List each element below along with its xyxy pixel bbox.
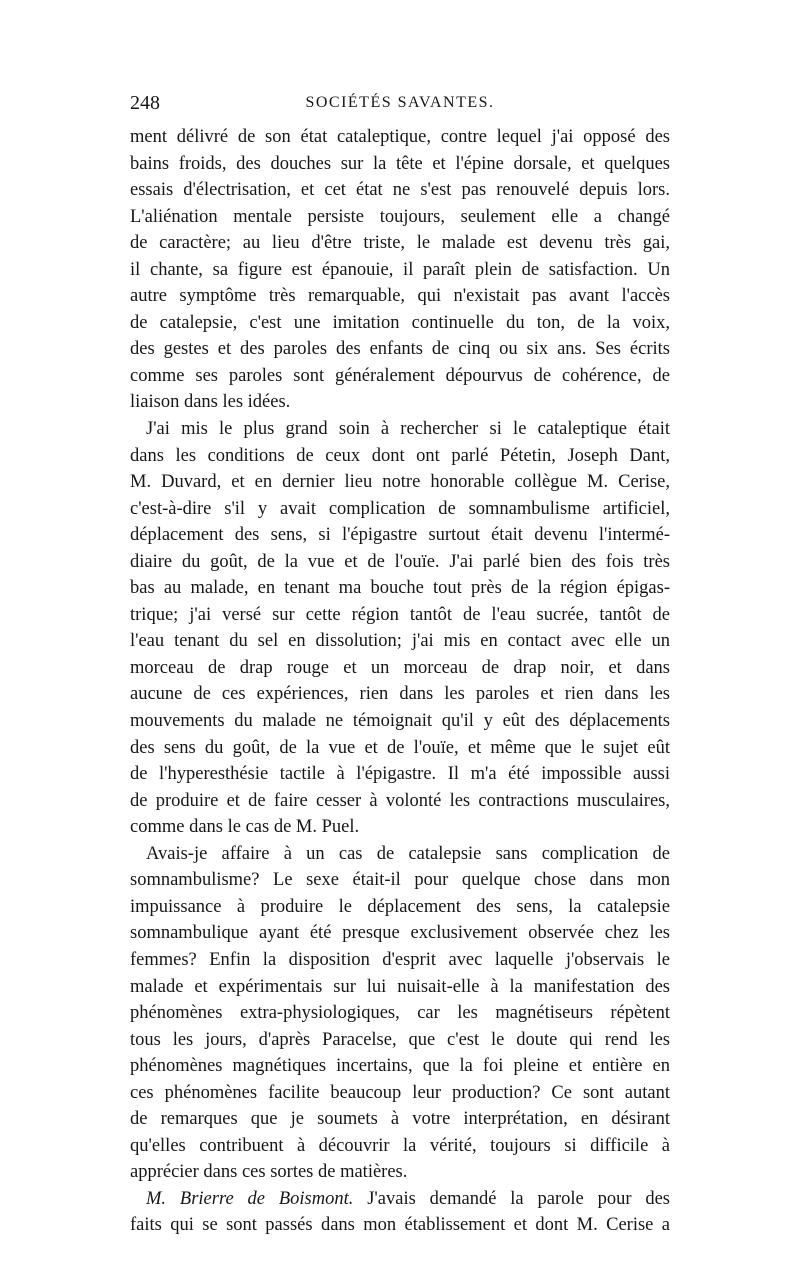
text-line: l'eau tenant du sel en dissolution; j'ai mis en contact avec elle un — [130, 631, 670, 652]
paragraph — [130, 416, 670, 841]
book-page — [130, 90, 670, 1239]
text-line: Avais-je affaire à un cas de catalepsie sans complication de — [146, 843, 670, 864]
text-line: mouvements du malade ne témoignait qu'il y eût des déplacements — [130, 711, 670, 732]
text-line: déplacement des sens, si l'épigastre surtout était devenu l'intermé- — [130, 525, 670, 546]
paragraph — [130, 124, 670, 416]
running-title: SOCIÉTÉS SAVANTES. — [305, 94, 495, 111]
text-line: autre symptôme très remarquable, qui n'existait pas avant l'accès — [130, 286, 670, 307]
text-line: de caractère; au lieu d'être triste, le malade est devenu très gai, — [130, 233, 670, 254]
page-number: 248 — [130, 92, 160, 114]
text-line: aucune de ces expériences, rien dans les paroles et rien dans les — [130, 684, 670, 705]
text-line: comme ses paroles sont généralement dépourvus de cohérence, de — [130, 365, 670, 386]
text-line: trique; j'ai versé sur cette région tantôt de l'eau sucrée, tantôt de — [130, 604, 670, 625]
text-line: des gestes et des paroles des enfants de cinq ou six ans. Ses écrits — [130, 339, 670, 360]
text-line: bas au malade, en tenant ma bouche tout près de la région épigas- — [130, 578, 670, 599]
text-line: impuissance à produire le déplacement des sens, la catalepsie — [130, 896, 670, 917]
text-line: malade et expérimentais sur lui nuisait-elle à la manifestation des — [130, 976, 670, 997]
text-line: bains froids, des douches sur la tête et l'épine dorsale, et quelques — [130, 153, 670, 174]
text-line: somnambulisme? Le sexe était-il pour quelque chose dans mon — [130, 870, 670, 891]
paragraph — [130, 841, 670, 1186]
text-line: liaison dans les idées. — [130, 392, 291, 413]
text-line: morceau de drap rouge et un morceau de drap noir, et dans — [130, 657, 670, 678]
text-line: qu'elles contribuent à découvrir la vérité, toujours si difficile à — [130, 1135, 670, 1156]
text-line: faits qui se sont passés dans mon établissement et dont M. Cerise a — [130, 1215, 670, 1236]
text-line: il chante, sa figure est épanouie, il paraît plein de satisfaction. Un — [130, 259, 670, 280]
text-line: c'est-à-dire s'il y avait complication de somnambulisme artificiel, — [130, 498, 670, 519]
text-line: de catalepsie, c'est une imitation continuelle du ton, de la voix, — [130, 312, 670, 333]
text-line: de remarques que je soumets à votre interprétation, en désirant — [130, 1109, 670, 1130]
text-line: diaire du goût, de la vue et de l'ouïe. J'ai parlé bien des fois très — [130, 551, 670, 572]
text-line: M. Duvard, et en dernier lieu notre honorable collègue M. Cerise, — [130, 472, 670, 493]
text-line: tous les jours, d'après Paracelse, que c'est le doute qui rend les — [130, 1029, 670, 1050]
text-line: L'aliénation mentale persiste toujours, seulement elle a changé — [130, 206, 670, 227]
text-line: comme dans le cas de M. Puel. — [130, 817, 360, 838]
text-line: dans les conditions de ceux dont ont parlé Pétetin, Joseph Dant, — [130, 445, 670, 466]
text-line: essais d'électrisation, et cet état ne s'est pas renouvelé depuis lors. — [130, 180, 670, 201]
text-line: somnambulique ayant été presque exclusivement observée chez les — [130, 923, 670, 944]
speaker-name: M. Brierre de Boismont. — [146, 1188, 354, 1209]
text-line: ces phénomènes facilite beaucoup leur production? Ce sont autant — [130, 1082, 670, 1103]
text-line: femmes? Enfin la disposition d'esprit avec laquelle j'observais le — [130, 949, 670, 970]
text-line: phénomènes magnétiques incertains, que la foi pleine et entière en — [130, 1056, 670, 1077]
text-line: des sens du goût, de la vue et de l'ouïe, et même que le sujet eût — [130, 737, 670, 758]
text-line: J'ai mis le plus grand soin à rechercher si le cataleptique était — [146, 419, 670, 440]
page-header — [130, 90, 670, 116]
text-line: ment délivré de son état cataleptique, contre lequel j'ai opposé des — [130, 127, 670, 147]
text-line: apprécier dans ces sortes de matières. — [130, 1162, 408, 1183]
text-line: de l'hyperesthésie tactile à l'épigastre. Il m'a été impossible aussi — [130, 764, 670, 785]
text-fragment: J'avais demandé la parole pour des — [353, 1188, 670, 1209]
paragraph — [130, 1186, 670, 1239]
body-text — [130, 124, 670, 1239]
text-line — [130, 1186, 670, 1213]
text-line: phénomènes extra-physiologiques, car les magnétiseurs répètent — [130, 1003, 670, 1024]
text-line: de produire et de faire cesser à volonté les contractions musculaires, — [130, 790, 670, 811]
